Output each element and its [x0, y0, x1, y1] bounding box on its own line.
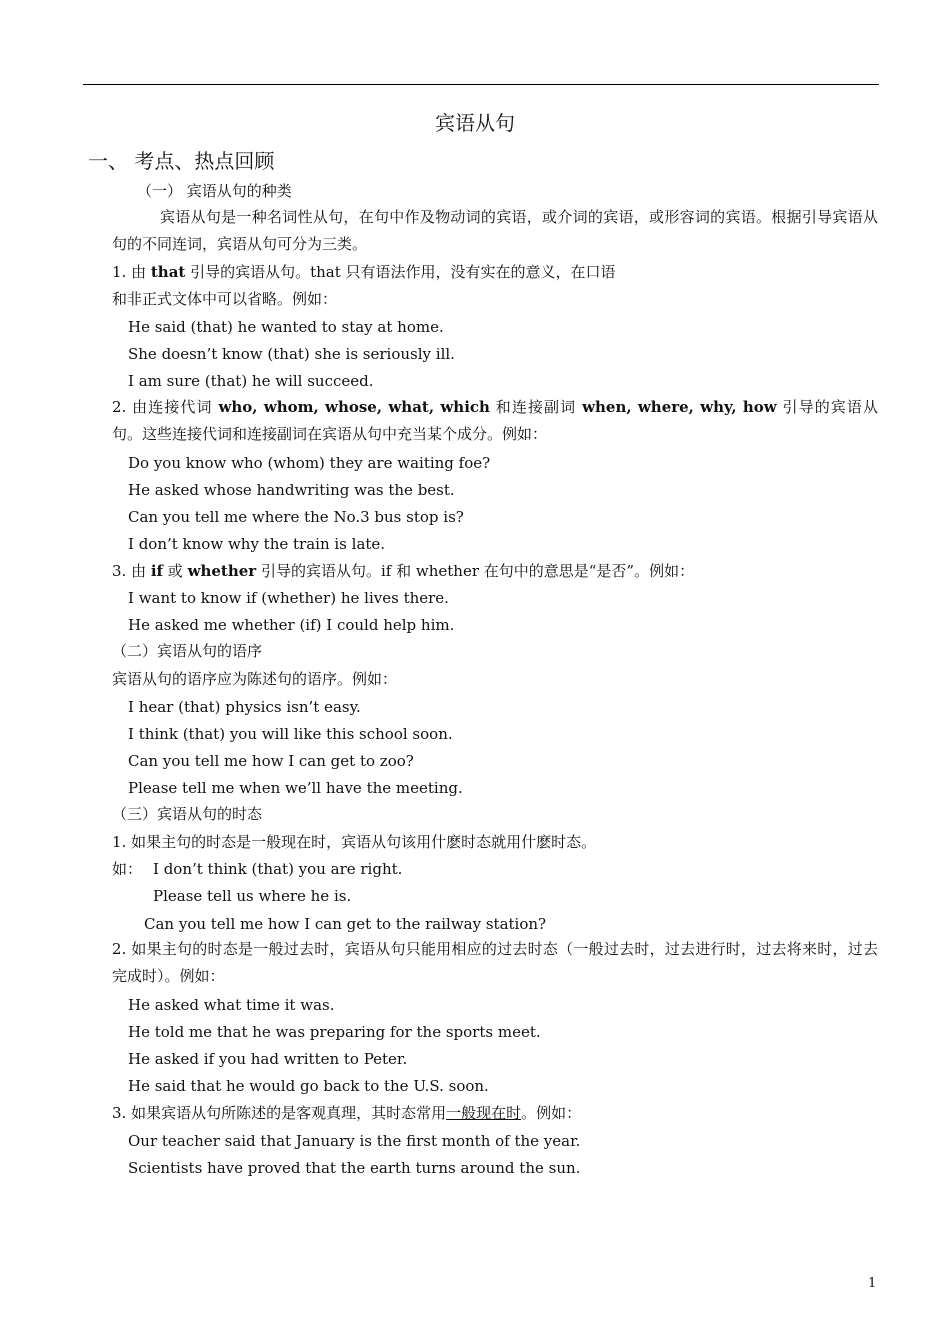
example: Can you tell me how I can get to zoo?: [128, 752, 414, 770]
point1-rest: 引导的宾语从句。that 只有语法作用，没有实在的意义，在口语: [185, 263, 616, 281]
example: I want to know if (whether) he lives there.: [128, 589, 449, 607]
point2-mid: 和连接副词: [489, 398, 583, 416]
point3-bold1: if: [150, 562, 164, 580]
point2-bold2: when, where, why, how: [582, 398, 777, 416]
point3-rest: 引导的宾语从句。if 和 whether 在句中的意思是“是否”。例如：: [256, 562, 695, 580]
point2-bold1: who, whom, whose, what, which: [218, 398, 490, 416]
sec3-title: （三）宾语从句的时态: [112, 805, 263, 823]
sec1-point1: [112, 261, 616, 283]
example: Scientists have proved that the earth turns around the sun.: [128, 1159, 581, 1177]
point3-bold2: whether: [187, 562, 257, 580]
example: I don’t know why the train is late.: [128, 535, 386, 553]
point2-prefix: 2. 由连接代词: [112, 398, 219, 416]
sec1-point2: [112, 394, 878, 448]
example: He asked what time it was.: [128, 996, 335, 1014]
example: Please tell me when we’ll have the meeting.: [128, 779, 463, 797]
sec2-intro: 宾语从句的语序应为陈述句的语序。例如：: [112, 670, 398, 688]
sec3-rule3: [112, 1102, 581, 1124]
example: Do you know who (whom) they are waiting foe?: [128, 454, 491, 472]
point1-prefix: 1. 由: [112, 263, 151, 281]
page-number: 1: [868, 1276, 877, 1291]
header-rule: [83, 84, 879, 85]
sec1-intro: 宾语从句是一种名词性从句，在句中作及物动词的宾语，或介词的宾语，或形容词的宾语。根据引导宾语从句的不同连词，宾语从句可分为三类。: [112, 208, 878, 253]
example: He asked me whether (if) I could help him.: [128, 616, 455, 634]
sec1-point1-line2: 和非正式文体中可以省略。例如：: [112, 290, 338, 308]
point3-mid: 或: [163, 562, 188, 580]
example: He asked if you had written to Peter.: [128, 1050, 408, 1068]
point1-bold: that: [150, 263, 186, 281]
sec3-rule1: 1. 如果主句的时态是一般现在时，宾语从句该用什麽时态就用什麽时态。: [112, 833, 597, 851]
example: He told me that he was preparing for the sports meet.: [128, 1023, 541, 1041]
example: He said that he would go back to the U.S. soon.: [128, 1077, 489, 1095]
point2-rest: 引导的宾语从句。这些连接代词和连接副词在宾语从句中充当某个成分。例如：: [112, 398, 878, 443]
example: Can you tell me how I can get to the railway station?: [144, 915, 547, 933]
example: She doesn’t know (that) she is seriously ill.: [128, 345, 455, 363]
rule3-pre: 3. 如果宾语从句所陈述的是客观真理，其时态常用: [112, 1104, 447, 1122]
example: Can you tell me where the No.3 bus stop is?: [128, 508, 464, 526]
point3-prefix: 3. 由: [112, 562, 151, 580]
rule3-post: 。例如：: [521, 1104, 582, 1122]
page-title: 宾语从句: [435, 111, 515, 135]
example: I hear (that) physics isn’t easy.: [128, 698, 361, 716]
section-heading: 一、 考点、热点回顾: [88, 149, 275, 173]
example: Please tell us where he is.: [153, 887, 352, 905]
sec1-point3: [112, 560, 694, 582]
rule1-label: 如：: [112, 860, 143, 878]
example: I am sure (that) he will succeed.: [128, 372, 374, 390]
rule3-underlined: 一般现在时: [446, 1104, 522, 1122]
sec1-title: （一） 宾语从句的种类: [137, 182, 292, 200]
sec3-rule2: 2. 如果主句的时态是一般过去时，宾语从句只能用相应的过去时态（一般过去时，过去进行时，过去将来时，过去完成时）。例如：: [112, 940, 878, 985]
sec2-title: （二）宾语从句的语序: [112, 642, 263, 660]
example: He said (that) he wanted to stay at home.: [128, 318, 444, 336]
example: He asked whose handwriting was the best.: [128, 481, 455, 499]
example: Our teacher said that January is the first month of the year.: [128, 1132, 581, 1150]
example: I don’t think (that) you are right.: [153, 860, 403, 878]
example: I think (that) you will like this school soon.: [128, 725, 453, 743]
